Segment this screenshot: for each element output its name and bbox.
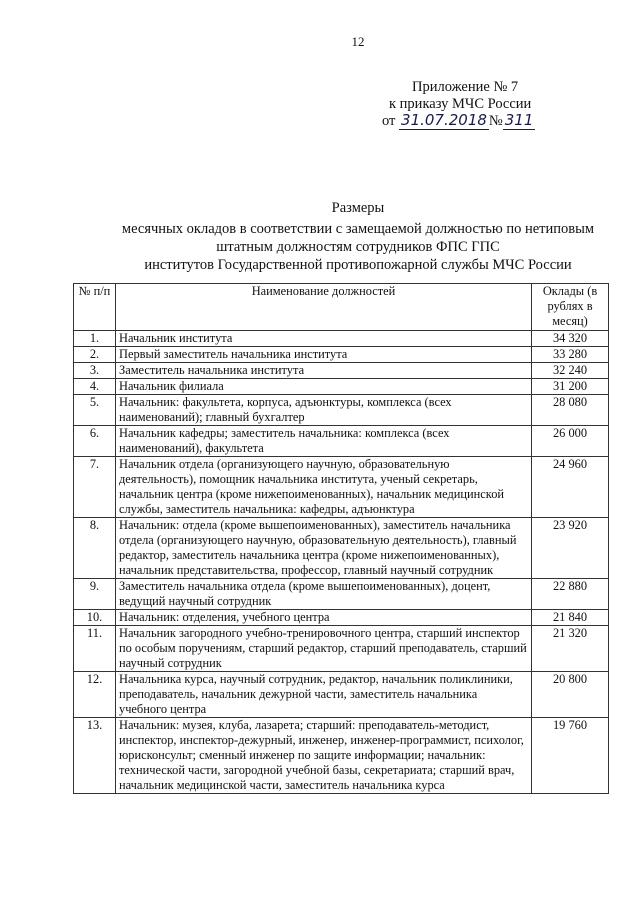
handwritten-date: 31.07.2018	[401, 111, 487, 129]
appendix-title: Приложение № 7	[412, 79, 519, 95]
row-number: 6.	[74, 426, 116, 457]
table-row	[74, 610, 609, 626]
salary-value: 20 800	[532, 672, 609, 718]
row-number: 3.	[74, 363, 116, 379]
page-number: 12	[351, 34, 365, 49]
header-num: № п/п	[74, 284, 116, 331]
table-row	[74, 331, 609, 347]
row-number: 12.	[74, 672, 116, 718]
salary-value: 23 920	[532, 518, 609, 579]
salary-value: 34 320	[532, 331, 609, 347]
row-number: 8.	[74, 518, 116, 579]
row-number: 11.	[74, 626, 116, 672]
row-number: 7.	[74, 457, 116, 518]
header-salary: Оклады (в рублях в месяц)	[532, 284, 609, 331]
row-number: 10.	[74, 610, 116, 626]
table-row	[74, 363, 609, 379]
position-name: Начальник филиала	[116, 379, 532, 395]
salary-value: 31 200	[532, 379, 609, 395]
date-prefix: от	[382, 113, 396, 129]
appendix-date-line	[370, 112, 610, 130]
salary-table	[73, 283, 609, 794]
position-name: Начальника курса, научный сотрудник, редактор, начальник поликлиники, преподаватель, начальник дежурной части, заместитель начальника учебного центра	[116, 672, 532, 718]
table-row	[74, 379, 609, 395]
table-row	[74, 426, 609, 457]
salary-value: 26 000	[532, 426, 609, 457]
table-row	[74, 457, 609, 518]
title-line: институтов Государственной противопожарной службы МЧС России	[144, 257, 572, 273]
table-row	[74, 518, 609, 579]
handwritten-number: 311	[504, 111, 534, 129]
position-name: Начальник загородного учебно-тренировочного центра, старший инспектор по особым поручениям, старший редактор, старший преподаватель, старший научный сотрудник	[116, 626, 532, 672]
row-number: 9.	[74, 579, 116, 610]
appendix-order: к приказу МЧС России	[389, 95, 532, 112]
position-name: Начальник: факультета, корпуса, адъюнктуры, комплекса (всех наименований); главный бухгалтер	[116, 395, 532, 426]
row-number: 4.	[74, 379, 116, 395]
row-number: 5.	[74, 395, 116, 426]
title-line: Размеры	[331, 200, 385, 216]
document-title	[60, 199, 640, 274]
position-name: Заместитель начальника института	[116, 363, 532, 379]
salary-value: 21 840	[532, 610, 609, 626]
position-name: Начальник: отдела (кроме вышепоименованных), заместитель начальника отдела (организующего научную, образовательную деятельность), главный редактор, заместитель начальника центра (кроме нижепоименованных), начальник представительства, профессор, главный научный сотрудник	[116, 518, 532, 579]
table-row	[74, 579, 609, 610]
position-name: Начальник отдела (организующего научную, образовательную деятельность), помощник начальника института, ученый секретарь, начальник центра (кроме нижепоименованных), начальник медицинской службы, заместитель начальника: кафедры, адъюнктура	[116, 457, 532, 518]
header-name: Наименование должностей	[116, 284, 532, 331]
row-number: 1.	[74, 331, 116, 347]
salary-value: 28 080	[532, 395, 609, 426]
salary-value: 32 240	[532, 363, 609, 379]
position-name: Заместитель начальника отдела (кроме вышепоименованных), доцент, ведущий научный сотрудник	[116, 579, 532, 610]
salary-value: 24 960	[532, 457, 609, 518]
position-name: Первый заместитель начальника института	[116, 347, 532, 363]
table-header-row	[74, 284, 609, 331]
salary-value: 22 880	[532, 579, 609, 610]
row-number: 13.	[74, 718, 116, 794]
position-name: Начальник: отделения, учебного центра	[116, 610, 532, 626]
position-name: Начальник: музея, клуба, лазарета; старший: преподаватель-методист, инспектор, инспектор-дежурный, инженер, инженер-программист, психолог, юрисконсульт; сменный инженер по защите информации; начальник: технической части, загородной учебной базы, секретариата; старший врач, начальник медицинской части, заместитель начальника курса	[116, 718, 532, 794]
table-row	[74, 626, 609, 672]
salary-value: 21 320	[532, 626, 609, 672]
appendix-header	[370, 79, 610, 130]
row-number: 2.	[74, 347, 116, 363]
table-row	[74, 672, 609, 718]
salary-value: 33 280	[532, 347, 609, 363]
position-name: Начальник кафедры; заместитель начальника: комплекса (всех наименований), факультета	[116, 426, 532, 457]
salary-value: 19 760	[532, 718, 609, 794]
table-row	[74, 718, 609, 794]
title-line: месячных окладов в соответствии с замещаемой должностью по нетиповым	[121, 221, 595, 237]
position-name: Начальник института	[116, 331, 532, 347]
title-line: штатным должностям сотрудников ФПС ГПС	[216, 239, 500, 255]
table-row	[74, 395, 609, 426]
number-label: №	[488, 113, 503, 129]
table-row	[74, 347, 609, 363]
